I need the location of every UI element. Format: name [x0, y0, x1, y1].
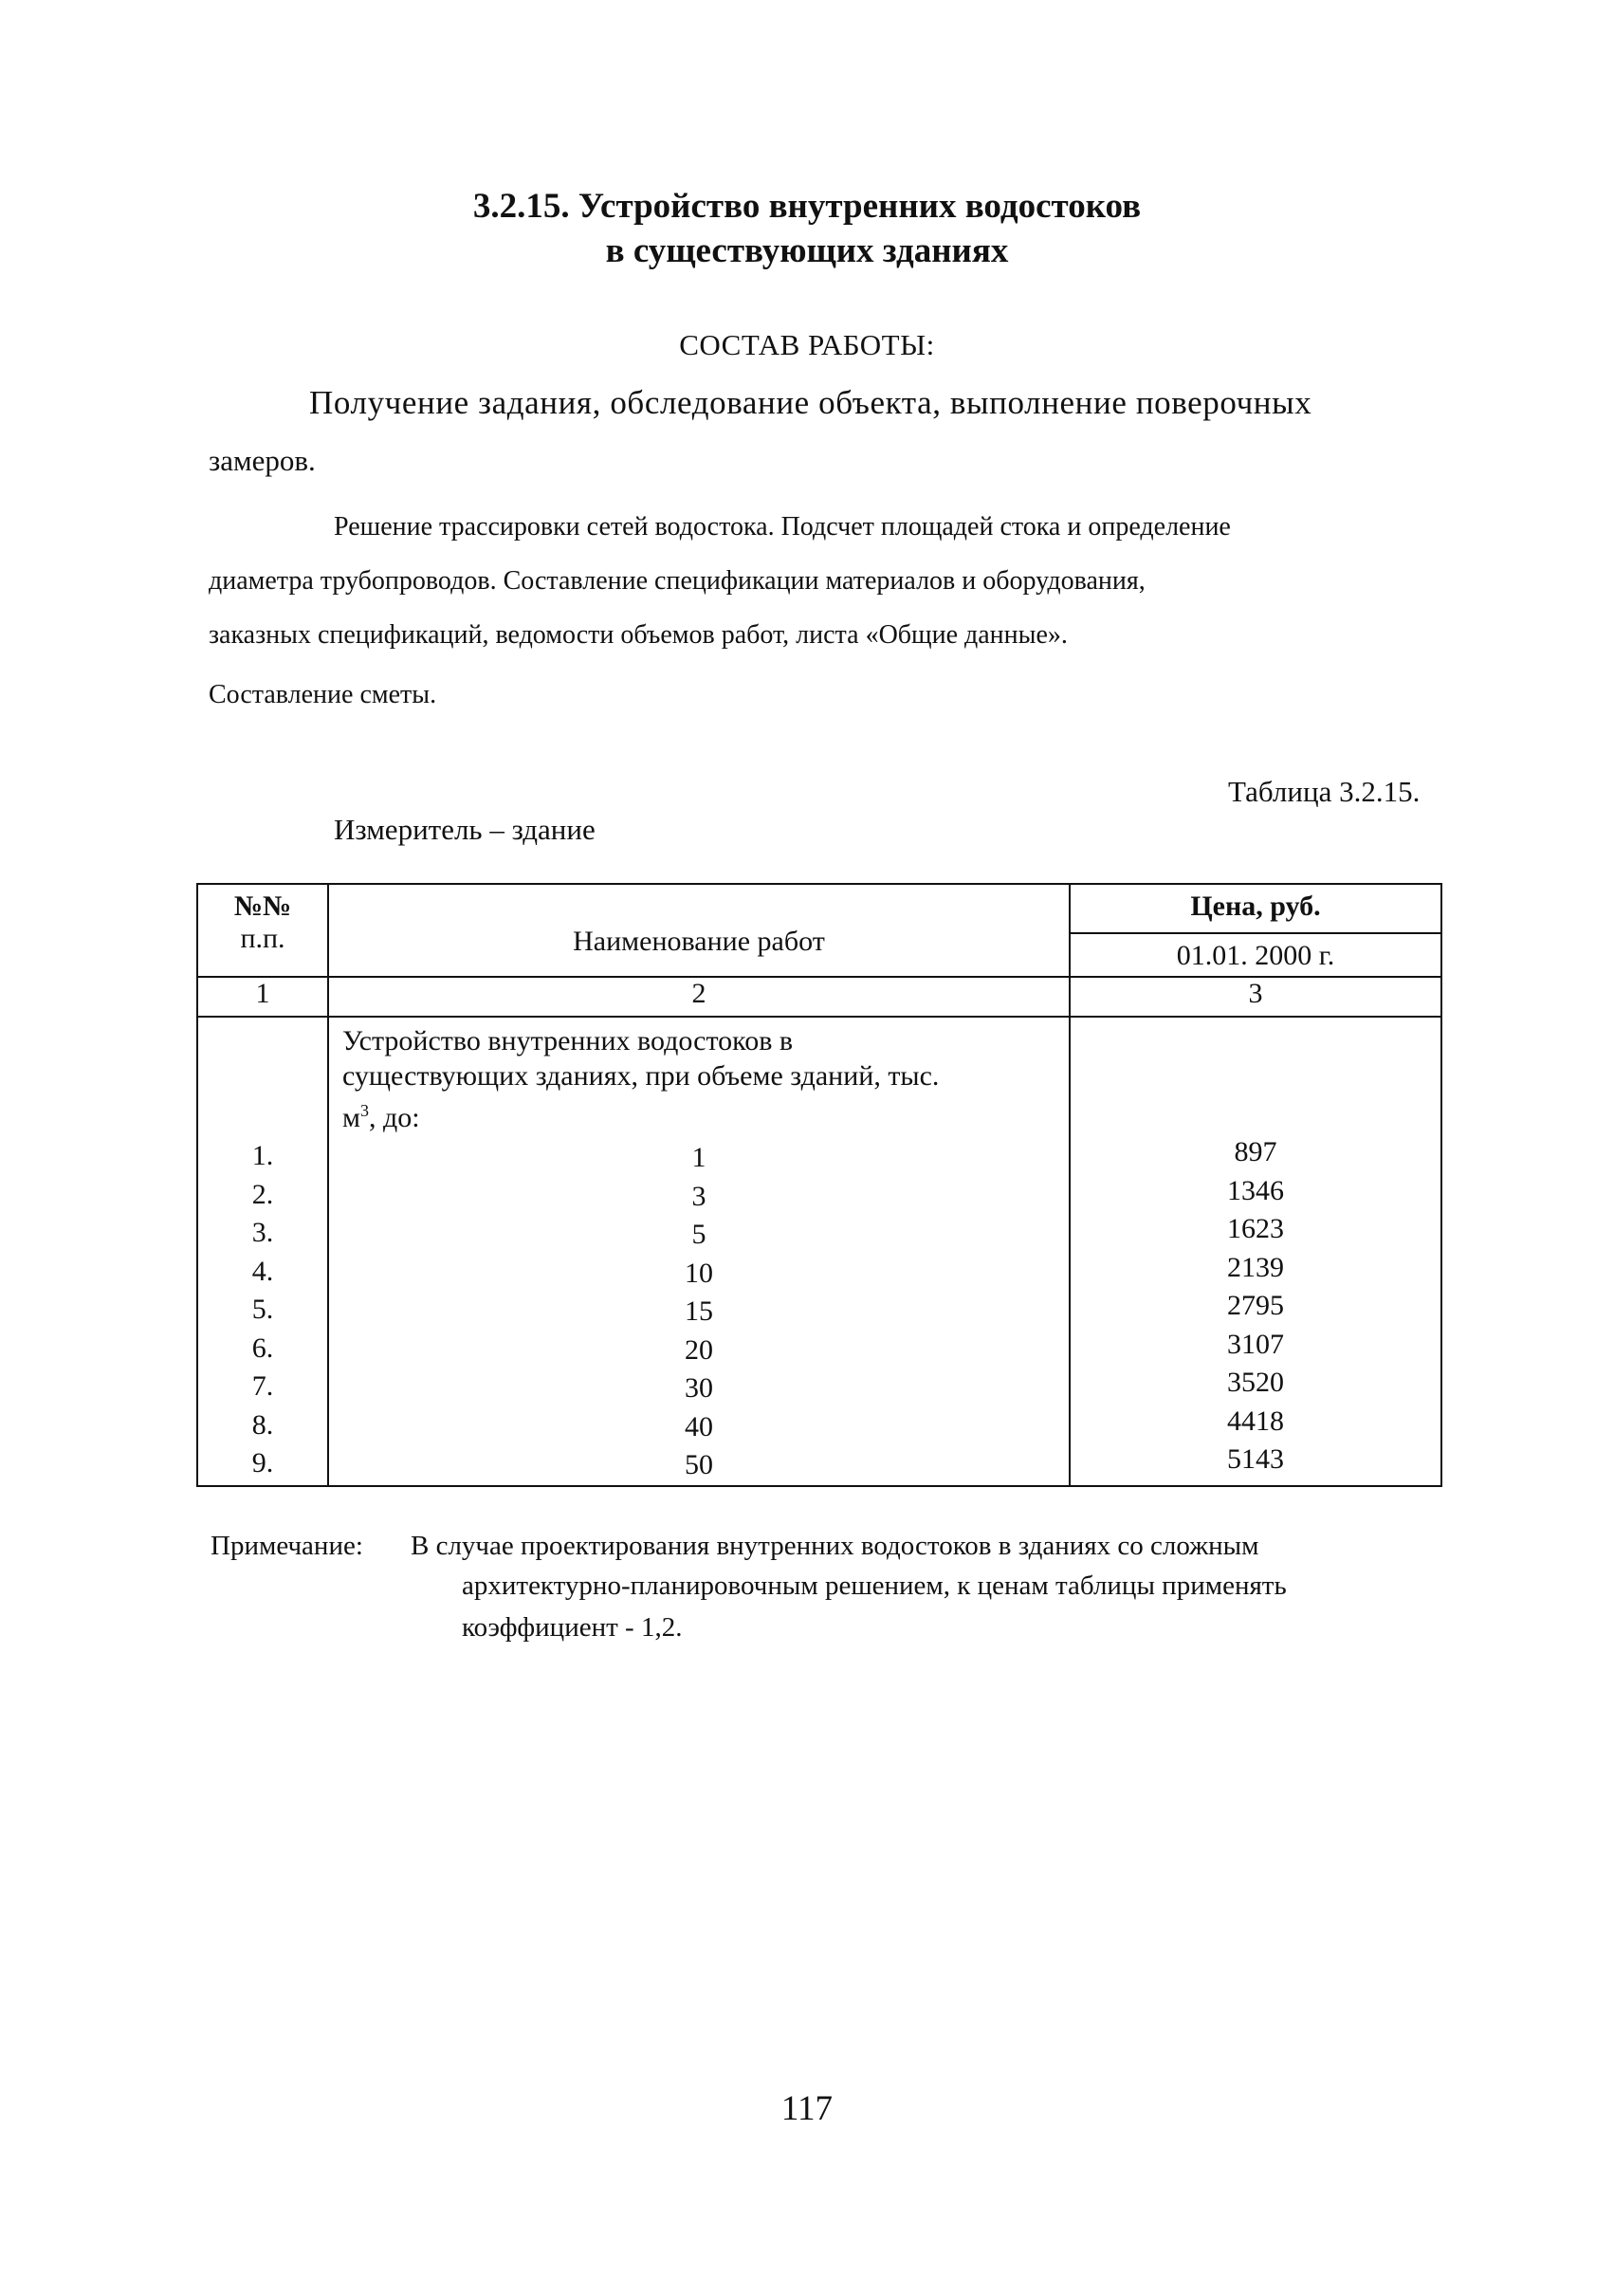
price-table — [196, 883, 1442, 1487]
row-volume: 40 — [685, 1410, 713, 1442]
header-price-date: 01.01. 2000 г. — [1070, 933, 1441, 977]
row-volume: 50 — [685, 1449, 713, 1480]
section-title-line2: в существующих зданиях — [605, 231, 1009, 270]
row-number: 1. — [251, 1140, 274, 1171]
table-caption: Таблица 3.2.15. — [1228, 775, 1421, 808]
header-no — [197, 884, 328, 977]
section-title-line1: 3.2.15. Устройство внутренних водостоков — [472, 187, 1142, 226]
work-paragraph-1-line2: замеров. — [209, 444, 316, 477]
row-volume: 15 — [685, 1295, 713, 1327]
group-title-line3: $м^3$, до: — [342, 1101, 420, 1133]
note-line3: коэффициент - 1,2. — [462, 1612, 683, 1643]
row-number: 9. — [251, 1447, 274, 1479]
row-price: 3520 — [1227, 1367, 1284, 1398]
row-number: 7. — [251, 1370, 274, 1402]
note-label: Примечание: — [211, 1531, 363, 1561]
row-price: 1623 — [1227, 1213, 1284, 1244]
work-paragraph-2-line4: Составление сметы. — [209, 680, 437, 709]
row-numbers-column — [197, 1017, 328, 1486]
header-price: Цена, руб. — [1070, 884, 1441, 933]
row-volume: 20 — [685, 1333, 713, 1366]
work-paragraph-2-line2: диаметра трубопроводов. Составление спецификации материалов и оборудования, — [209, 566, 1146, 596]
measure-unit: Измеритель – здание — [334, 813, 596, 846]
row-volume: 5 — [691, 1219, 706, 1250]
row-number: 4. — [251, 1255, 274, 1287]
row-volume: 30 — [685, 1372, 713, 1404]
row-volume: 1 — [691, 1142, 706, 1173]
header-no-line1: №№ — [233, 891, 292, 922]
work-paragraph-2-line1: Решение трассировки сетей водостока. Подсчет площадей стока и определение — [334, 512, 1231, 542]
col-number-2: 2 — [328, 977, 1070, 1017]
row-volume: 10 — [685, 1257, 713, 1289]
header-no-line2: п.п. — [240, 923, 285, 954]
note-line1: В случае проектирования внутренних водостоков в зданиях со сложным — [411, 1531, 1259, 1561]
row-volume: 3 — [691, 1180, 706, 1212]
row-price: 4418 — [1227, 1405, 1284, 1437]
row-price: 2139 — [1227, 1251, 1284, 1283]
row-price: 3107 — [1227, 1328, 1284, 1360]
row-number: 5. — [251, 1294, 274, 1325]
row-number: 3. — [251, 1217, 274, 1248]
note-line2: архитектурно-планировочным решением, к ценам таблицы применять — [462, 1570, 1287, 1601]
col-number-3: 3 — [1070, 977, 1441, 1017]
work-composition-label: СОСТАВ РАБОТЫ: — [679, 328, 935, 361]
row-number: 2. — [251, 1178, 274, 1210]
name-column — [328, 1017, 1070, 1486]
work-paragraph-1-line1: Получение задания, обследование объекта, выполнение поверочных — [309, 384, 1312, 421]
col-number-1: 1 — [197, 977, 328, 1017]
row-price: 2795 — [1227, 1290, 1284, 1321]
work-paragraph-2-line3: заказных спецификаций, ведомости объемов работ, листа «Общие данные». — [209, 620, 1068, 650]
price-column — [1070, 1017, 1441, 1486]
header-name-text: Наименование работ — [573, 926, 825, 957]
row-number: 6. — [251, 1332, 274, 1364]
row-number: 8. — [251, 1408, 274, 1441]
group-title-line1: Устройство внутренних водостоков в — [342, 1025, 794, 1056]
page-number: 117 — [780, 2089, 834, 2128]
row-price: 897 — [1234, 1136, 1277, 1167]
row-price: 5143 — [1227, 1443, 1284, 1475]
row-price: 1346 — [1227, 1174, 1284, 1206]
group-title-line2: существующих зданиях, при объеме зданий, тыс. — [342, 1060, 940, 1092]
header-name — [328, 884, 1070, 977]
